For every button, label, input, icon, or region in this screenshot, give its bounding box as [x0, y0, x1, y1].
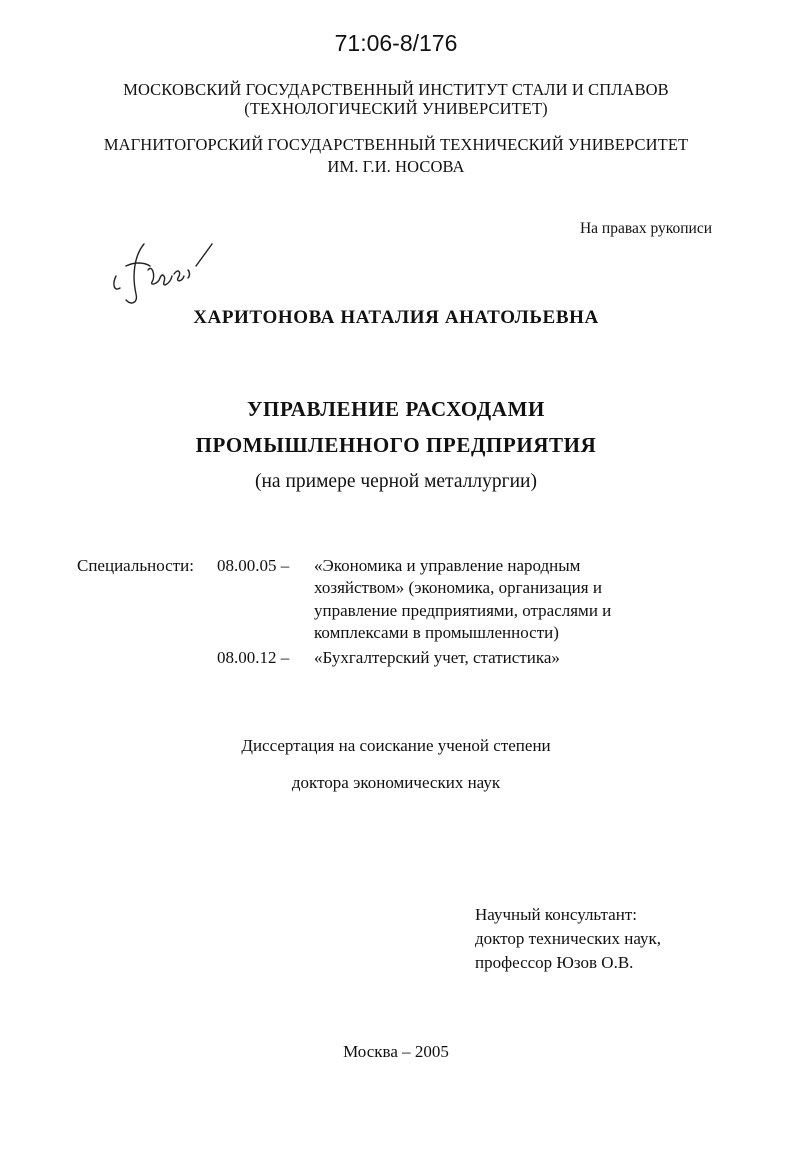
institution-1-subname: (ТЕХНОЛОГИЧЕСКИЙ УНИВЕРСИТЕТ): [244, 99, 548, 118]
specialties-label: Специальности:: [77, 556, 194, 575]
city-year: Москва – 2005: [343, 1042, 449, 1061]
specialty-2-code: 08.00.12 –: [217, 648, 290, 667]
dissertation-degree-line1: Диссертация на соискание ученой степени: [241, 736, 551, 755]
dissertation-degree-line2: доктора экономических наук: [291, 773, 501, 792]
thesis-subtitle: (на примере черной металлургии): [255, 471, 537, 492]
advisor-name: профессор Юзов О.В.: [475, 953, 634, 972]
manuscript-note: На правах рукописи: [579, 220, 712, 237]
catalog-number: 71:06-8/176: [334, 30, 458, 56]
specialty-1-code: 08.00.05 –: [217, 556, 290, 575]
institution-2-name: МАГНИТОГОРСКИЙ ГОСУДАРСТВЕННЫЙ ТЕХНИЧЕСКИЙ УНИВЕРСИТЕТ: [103, 135, 689, 154]
advisor-label: Научный консультант:: [475, 905, 637, 924]
institution-1-name: МОСКОВСКИЙ ГОСУДАРСТВЕННЫЙ ИНСТИТУТ СТАЛИ И СПЛАВОВ: [123, 80, 669, 99]
author-name: ХАРИТОНОВА НАТАЛИЯ АНАТОЛЬЕВНА: [193, 307, 599, 328]
specialty-1-text-line: «Экономика и управление народным: [314, 556, 581, 575]
thesis-title-line1: УПРАВЛЕНИЕ РАСХОДАМИ: [247, 397, 545, 421]
advisor-degree: доктор технических наук,: [475, 929, 662, 948]
specialty-1-text-line: хозяйством» (экономика, организация и: [314, 578, 602, 597]
handwritten-signature: [104, 236, 214, 312]
specialty-1-text-line: управление предприятиями, отраслями и: [314, 601, 612, 620]
institution-2-subname: ИМ. Г.И. НОСОВА: [327, 157, 465, 176]
specialty-1-text-line: комплексами в промышленности): [314, 623, 559, 642]
specialty-2-text-line: «Бухгалтерский учет, статистика»: [314, 648, 560, 667]
thesis-title-line2: ПРОМЫШЛЕННОГО ПРЕДПРИЯТИЯ: [195, 433, 597, 457]
